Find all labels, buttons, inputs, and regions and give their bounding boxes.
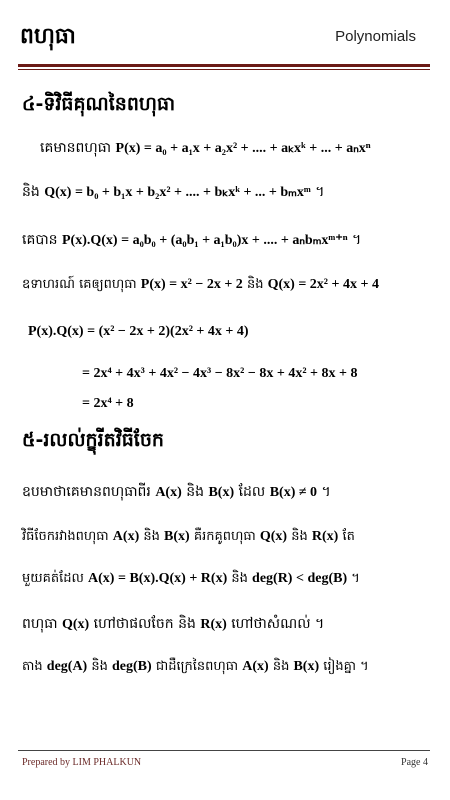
section4-line2 xyxy=(22,182,324,203)
line3-text: គេបាន xyxy=(22,232,58,248)
s5l5-dega: deg(A) xyxy=(46,659,88,674)
s5l5-mid: ជាដឺក្រេនៃពហុធា xyxy=(155,659,239,674)
s5l4-end: ហៅថាសំណល់ ។ xyxy=(231,616,325,632)
s5l5-b: B(x) xyxy=(293,659,320,674)
s5l5-degb: deg(B) xyxy=(112,659,152,674)
line1-math: P(x) = a₀ + a₁x + a₂x² + .... + aₖxᵏ + ... + aₙxⁿ xyxy=(115,141,371,156)
product-line-2: = 2x⁴ + 4x³ + 4x² − 4x³ − 8x² − 8x + 4x² + 8x + 8 xyxy=(82,366,358,381)
section5-line5 xyxy=(22,658,369,677)
footer-rule xyxy=(18,750,430,751)
s5l2-q: Q(x) xyxy=(259,529,288,544)
section4-line1 xyxy=(40,138,371,159)
s5l4-mid: ហៅថាផលចែក និង xyxy=(93,616,196,632)
section5-heading: ៥-រលល់ក្ខុរីតវិធីចែក xyxy=(22,429,164,451)
s5l3-and: និង xyxy=(231,571,248,586)
s5l5-text: តាង xyxy=(22,659,43,674)
line2-end: ។ xyxy=(315,184,325,200)
s5l1-cond: B(x) ≠ 0 xyxy=(269,485,318,500)
section5-line3 xyxy=(22,570,360,589)
section5-line2 xyxy=(22,528,355,547)
line2-math: Q(x) = b₀ + b₁x + b₂x² + .... + bₖxᵏ + ... + bₘxᵐ xyxy=(44,185,311,200)
line1-text: គេមានពហុធា xyxy=(40,140,112,156)
s5l2-end: តែ xyxy=(342,529,355,544)
s5l5-a: A(x) xyxy=(242,659,269,674)
s5l4-q: Q(x) xyxy=(62,617,90,632)
s5l1-a: A(x) xyxy=(155,485,182,500)
s5l1-and: និង xyxy=(186,484,204,500)
footer-prepared-by: Prepared by LIM PHALKUN xyxy=(22,757,142,768)
s5l5-end: រៀងគ្នា ។ xyxy=(323,659,369,674)
s5l5-and2: និង xyxy=(272,659,290,674)
example-q: Q(x) = 2x² + 4x + 4 xyxy=(267,277,379,292)
header-title-en: Polynomials xyxy=(335,28,416,45)
section4-heading: ៤-ទិវិធីគុណនៃពហុធា xyxy=(22,93,176,115)
s5l2-b: B(x) xyxy=(164,529,190,544)
example-label: ឧទាហរណ៍ គេឲ្យពហុធា xyxy=(22,277,137,292)
s5l2-and: និង xyxy=(143,529,160,544)
section4-line3 xyxy=(22,230,361,251)
section5-line1 xyxy=(22,482,331,503)
product-line-3: = 2x⁴ + 8 xyxy=(82,396,134,411)
s5l2-mid: គឺរកគូពហុធា xyxy=(193,529,256,544)
s5l2-a: A(x) xyxy=(112,529,140,544)
s5l4-r: R(x) xyxy=(200,617,227,632)
s5l3-eq: A(x) = B(x).Q(x) + R(x) xyxy=(88,571,228,586)
s5l3-deg: deg(R) < deg(B) xyxy=(252,571,348,586)
s5l5-and: និង xyxy=(91,659,108,674)
footer-page-number: Page 4 xyxy=(401,757,428,768)
s5l2-text: វិធីចែករវាងពហុធា xyxy=(22,529,109,544)
s5l1-end: ។ xyxy=(321,484,331,500)
s5l2-r: R(x) xyxy=(311,529,339,544)
example-p: P(x) = x² − 2x + 2 xyxy=(140,277,243,292)
s5l1-b: B(x) xyxy=(208,485,235,500)
example-line xyxy=(22,276,379,295)
s5l3-text: មួយគត់ដែល xyxy=(22,571,84,586)
line3-end: ។ xyxy=(352,232,362,248)
product-line-1: P(x).Q(x) = (x² − 2x + 2)(2x² + 4x + 4) xyxy=(28,324,249,339)
s5l4-text: ពហុធា xyxy=(22,616,58,632)
s5l3-end: ។ xyxy=(351,571,360,586)
header-title-km: ពហុធា xyxy=(20,24,76,49)
s5l1-text: ឧបមាថាគេមានពហុធាពីរ xyxy=(22,484,151,500)
example-and: និង xyxy=(246,277,264,292)
s5l2-and2: និង xyxy=(291,529,308,544)
section5-line4 xyxy=(22,614,324,635)
header-rule-thin xyxy=(18,69,430,70)
header-rule-thick xyxy=(18,64,430,67)
line2-text: និង xyxy=(22,184,40,200)
s5l1-such: ដែល xyxy=(238,484,266,500)
line3-math: P(x).Q(x) = a₀b₀ + (a₀b₁ + a₁b₀)x + .... + aₙbₘxᵐ⁺ⁿ xyxy=(62,233,348,248)
